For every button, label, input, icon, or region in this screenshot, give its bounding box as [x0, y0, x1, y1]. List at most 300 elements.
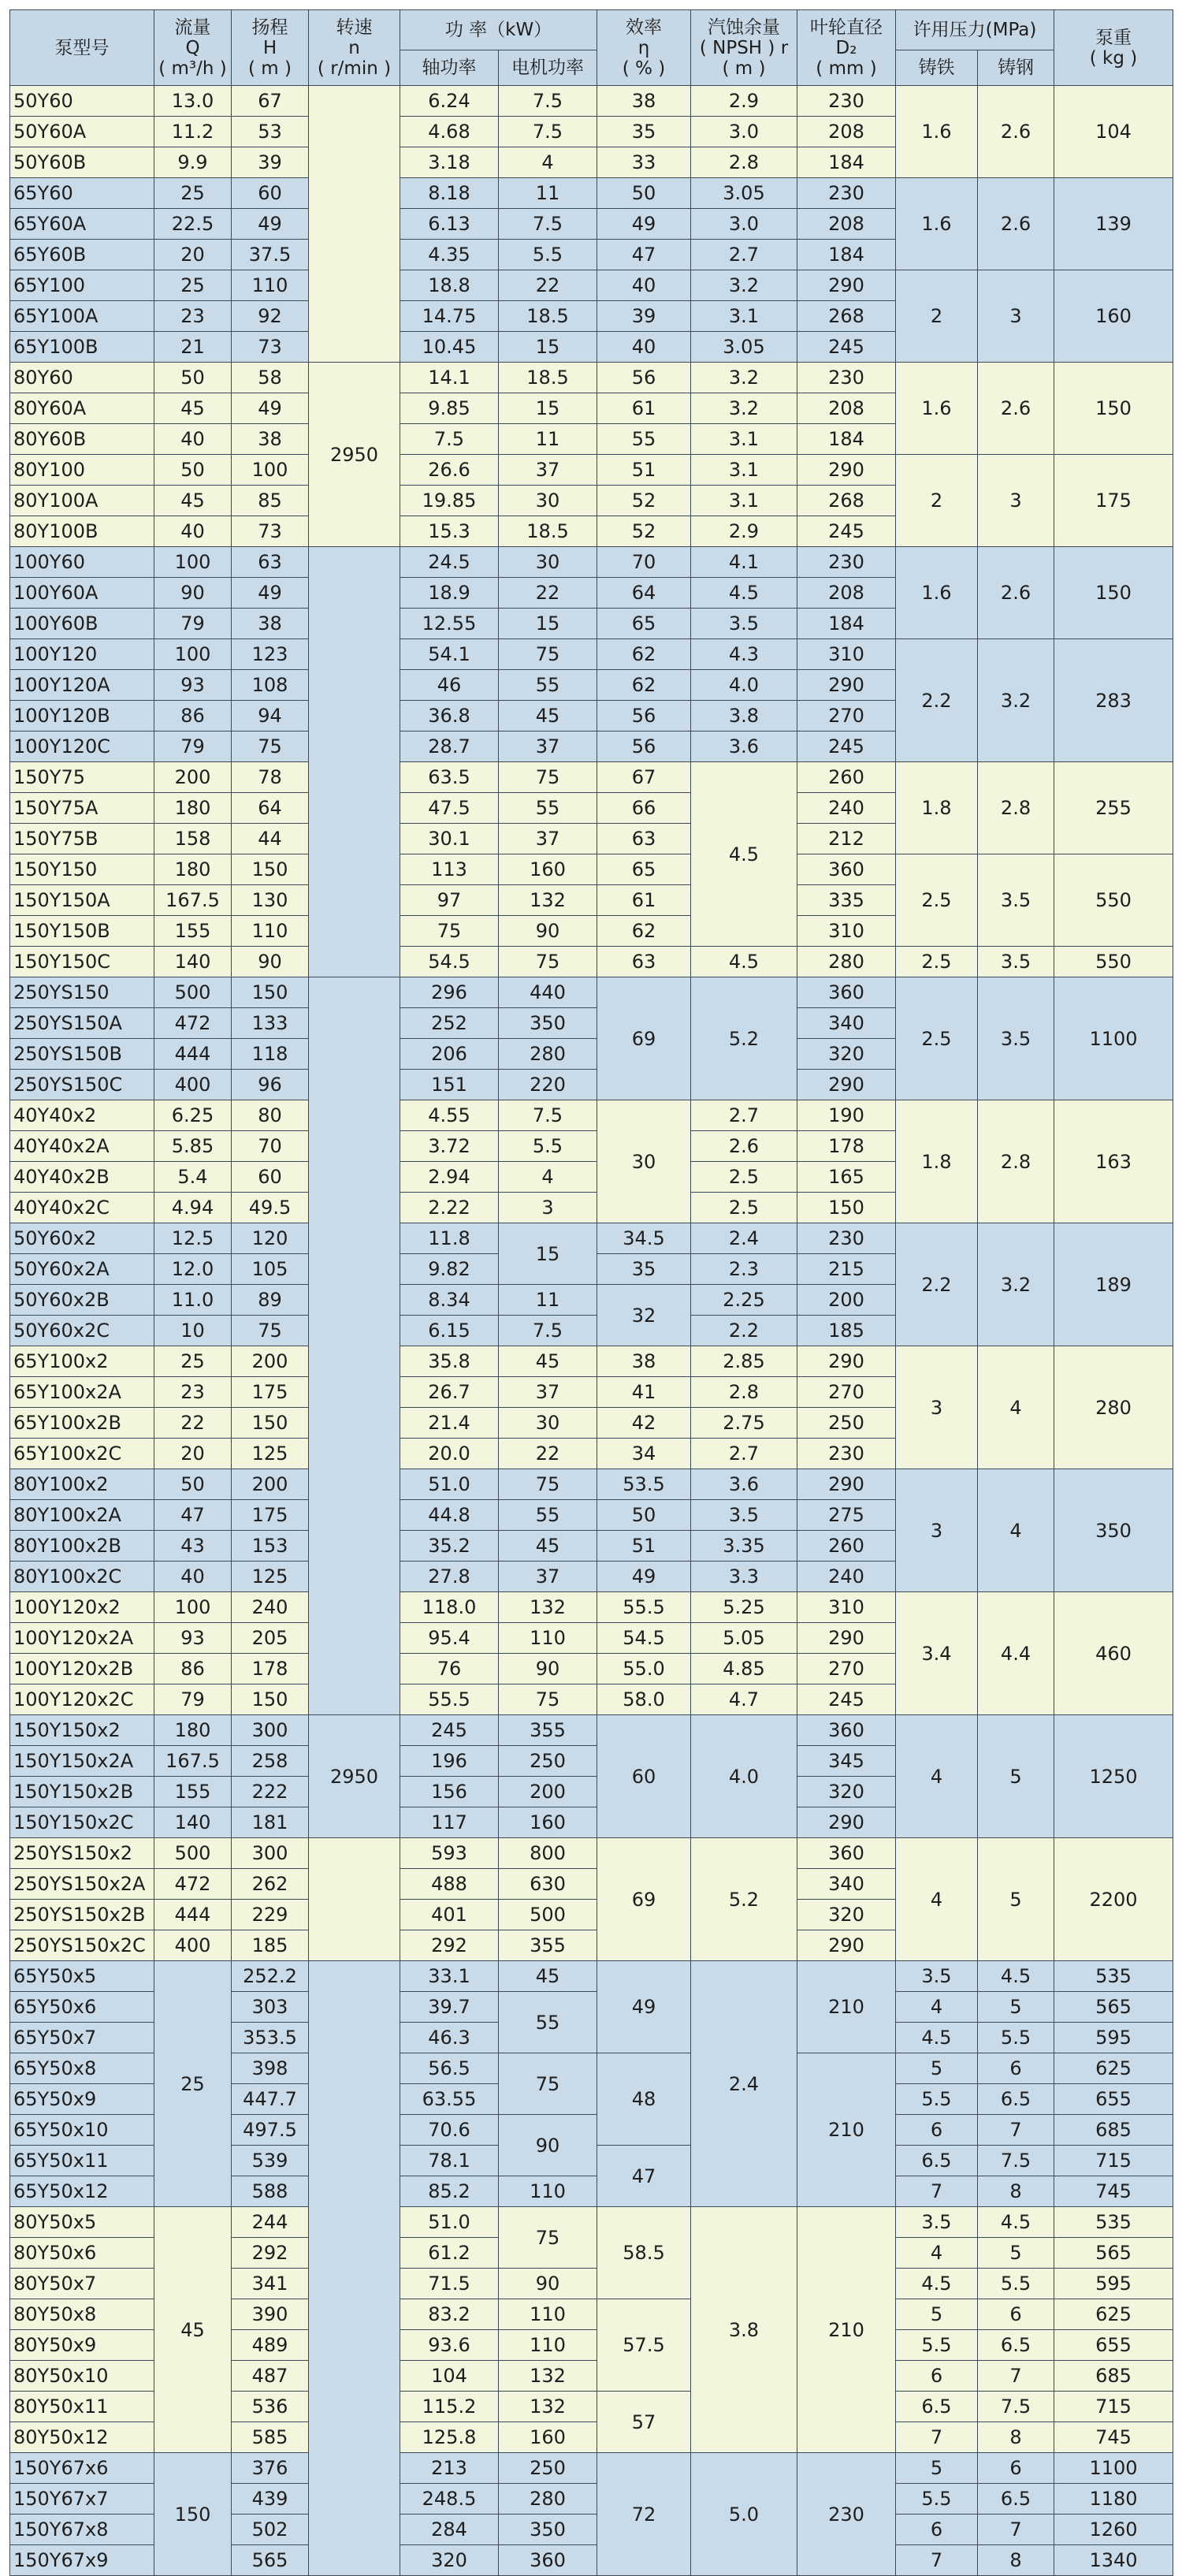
head-cell: 73	[232, 332, 309, 363]
flow-cell: 86	[154, 1654, 232, 1684]
motor-power-cell: 132	[499, 885, 597, 916]
npsh-cell: 3.2	[691, 363, 797, 393]
npsh-cell: 2.8	[691, 1377, 797, 1408]
model-cell: 50Y60x2	[10, 1223, 154, 1254]
motor-power-cell: 7.5	[499, 117, 597, 147]
head-cell: 181	[232, 1807, 309, 1838]
flow-cell: 40	[154, 424, 232, 455]
head-cell: 100	[232, 455, 309, 486]
efficiency-cell: 56	[597, 363, 691, 393]
flow-cell: 22	[154, 1408, 232, 1439]
motor-power-cell: 110	[499, 2176, 597, 2207]
impeller-cell: 230	[797, 1439, 896, 1469]
motor-power-cell: 11	[499, 1285, 597, 1316]
model-cell: 100Y120C	[10, 731, 154, 762]
impeller-cell: 184	[797, 424, 896, 455]
flow-cell: 158	[154, 824, 232, 854]
cast-steel-cell: 7.5	[978, 2392, 1054, 2422]
npsh-cell: 3.3	[691, 1562, 797, 1592]
efficiency-cell: 57.5	[597, 2299, 691, 2392]
shaft-power-cell: 284	[400, 2515, 499, 2545]
shaft-power-cell: 115.2	[400, 2392, 499, 2422]
model-cell: 150Y67x7	[10, 2484, 154, 2515]
impeller-cell: 260	[797, 762, 896, 793]
weight-cell: 550	[1054, 854, 1173, 947]
head-cell: 175	[232, 1377, 309, 1408]
cast-steel-cell: 6.5	[978, 2084, 1054, 2115]
flow-cell: 11.2	[154, 117, 232, 147]
head-cell: 585	[232, 2422, 309, 2453]
table-row	[10, 455, 1173, 486]
head-cell: 200	[232, 1346, 309, 1377]
cast-steel-cell: 6	[978, 2053, 1054, 2084]
motor-power-cell: 75	[499, 2207, 597, 2269]
head-cell: 185	[232, 1930, 309, 1961]
cast-steel-cell: 3.2	[978, 639, 1054, 762]
efficiency-cell: 51	[597, 1531, 691, 1562]
shaft-power-cell: 26.7	[400, 1377, 499, 1408]
impeller-cell: 290	[797, 270, 896, 301]
model-cell: 80Y50x9	[10, 2330, 154, 2361]
cast-iron-cell: 5	[896, 2053, 978, 2084]
head-cell: 150	[232, 1684, 309, 1715]
speed-cell: 2950	[309, 1715, 400, 1838]
cast-iron-cell: 3	[896, 1469, 978, 1592]
shaft-power-cell: 296	[400, 977, 499, 1008]
head-cell: 292	[232, 2238, 309, 2269]
model-cell: 100Y120x2C	[10, 1684, 154, 1715]
impeller-cell: 208	[797, 393, 896, 424]
model-cell: 80Y60A	[10, 393, 154, 424]
model-cell: 250YS150x2B	[10, 1900, 154, 1930]
cast-steel-cell: 6	[978, 2299, 1054, 2330]
impeller-cell: 268	[797, 486, 896, 516]
motor-power-cell: 22	[499, 1439, 597, 1469]
shaft-power-cell: 54.5	[400, 947, 499, 977]
flow-cell: 100	[154, 547, 232, 578]
head-cell: 67	[232, 86, 309, 117]
model-cell: 80Y60	[10, 363, 154, 393]
flow-cell: 50	[154, 455, 232, 486]
efficiency-cell: 40	[597, 270, 691, 301]
model-cell: 250YS150A	[10, 1008, 154, 1039]
flow-cell: 20	[154, 1439, 232, 1469]
motor-power-cell: 132	[499, 2361, 597, 2392]
shaft-power-cell: 6.24	[400, 86, 499, 117]
motor-power-cell: 250	[499, 2453, 597, 2484]
head-cell: 398	[232, 2053, 309, 2084]
model-cell: 100Y120x2A	[10, 1623, 154, 1654]
impeller-cell: 178	[797, 1131, 896, 1162]
motor-power-cell: 5.5	[499, 240, 597, 270]
shaft-power-cell: 18.9	[400, 578, 499, 609]
cast-steel-cell: 8	[978, 2422, 1054, 2453]
npsh-cell: 2.6	[691, 1131, 797, 1162]
npsh-cell: 2.85	[691, 1346, 797, 1377]
head-cell: 63	[232, 547, 309, 578]
efficiency-cell: 42	[597, 1408, 691, 1439]
efficiency-cell: 32	[597, 1285, 691, 1346]
shaft-power-cell: 30.1	[400, 824, 499, 854]
col-shaft-power-header: 轴功率	[400, 50, 499, 86]
cast-steel-cell: 5.5	[978, 2269, 1054, 2299]
impeller-cell: 310	[797, 916, 896, 947]
motor-power-cell: 7.5	[499, 1100, 597, 1131]
npsh-cell: 2.5	[691, 1193, 797, 1223]
cast-steel-cell: 3.5	[978, 947, 1054, 977]
efficiency-cell: 49	[597, 209, 691, 240]
impeller-cell: 290	[797, 1807, 896, 1838]
model-cell: 65Y50x6	[10, 1992, 154, 2023]
npsh-cell: 5.0	[691, 2453, 797, 2576]
weight-cell: 280	[1054, 1346, 1173, 1469]
weight-cell: 150	[1054, 363, 1173, 455]
model-cell: 150Y67x9	[10, 2545, 154, 2576]
efficiency-cell: 53.5	[597, 1469, 691, 1500]
flow-cell: 10	[154, 1316, 232, 1346]
impeller-cell: 208	[797, 209, 896, 240]
flow-cell: 6.25	[154, 1100, 232, 1131]
efficiency-cell: 33	[597, 147, 691, 178]
model-cell: 80Y100B	[10, 516, 154, 547]
cast-steel-cell: 5	[978, 1992, 1054, 2023]
efficiency-cell: 34	[597, 1439, 691, 1469]
impeller-cell: 240	[797, 793, 896, 824]
shaft-power-cell: 401	[400, 1900, 499, 1930]
head-cell: 39	[232, 147, 309, 178]
shaft-power-cell: 151	[400, 1070, 499, 1100]
shaft-power-cell: 61.2	[400, 2238, 499, 2269]
motor-power-cell: 55	[499, 1992, 597, 2053]
npsh-cell: 4.5	[691, 947, 797, 977]
table-row	[10, 762, 1173, 793]
shaft-power-cell: 8.34	[400, 1285, 499, 1316]
flow-cell: 400	[154, 1070, 232, 1100]
cast-steel-cell: 4	[978, 1469, 1054, 1592]
weight-cell: 150	[1054, 547, 1173, 639]
table-row	[10, 547, 1173, 578]
head-cell: 125	[232, 1439, 309, 1469]
weight-cell: 255	[1054, 762, 1173, 854]
model-cell: 50Y60A	[10, 117, 154, 147]
impeller-cell: 345	[797, 1746, 896, 1777]
shaft-power-cell: 54.1	[400, 639, 499, 670]
motor-power-cell: 30	[499, 1408, 597, 1439]
efficiency-cell: 56	[597, 701, 691, 731]
speed-cell-blank	[309, 1838, 400, 1961]
flow-cell: 50	[154, 1469, 232, 1500]
weight-cell: 1180	[1054, 2484, 1173, 2515]
shaft-power-cell: 24.5	[400, 547, 499, 578]
cast-steel-cell: 2.8	[978, 1100, 1054, 1223]
shaft-power-cell: 292	[400, 1930, 499, 1961]
cast-iron-cell: 2.5	[896, 977, 978, 1100]
shaft-power-cell: 12.55	[400, 609, 499, 639]
model-cell: 80Y60B	[10, 424, 154, 455]
head-cell: 90	[232, 947, 309, 977]
impeller-cell: 320	[797, 1900, 896, 1930]
model-cell: 150Y150	[10, 854, 154, 885]
head-cell: 303	[232, 1992, 309, 2023]
weight-cell: 139	[1054, 178, 1173, 270]
flow-cell: 90	[154, 578, 232, 609]
flow-cell: 25	[154, 178, 232, 209]
flow-cell: 25	[154, 1961, 232, 2207]
efficiency-cell: 69	[597, 977, 691, 1100]
flow-cell: 93	[154, 1623, 232, 1654]
efficiency-cell: 54.5	[597, 1623, 691, 1654]
motor-power-cell: 250	[499, 1746, 597, 1777]
impeller-cell: 165	[797, 1162, 896, 1193]
table-row	[10, 1592, 1173, 1623]
table-row	[10, 363, 1173, 393]
impeller-cell: 200	[797, 1285, 896, 1316]
impeller-cell: 150	[797, 1193, 896, 1223]
table-row	[10, 977, 1173, 1008]
weight-cell: 595	[1054, 2023, 1173, 2053]
motor-power-cell: 18.5	[499, 363, 597, 393]
head-cell: 75	[232, 731, 309, 762]
weight-cell: 625	[1054, 2299, 1173, 2330]
shaft-power-cell: 196	[400, 1746, 499, 1777]
impeller-cell: 270	[797, 701, 896, 731]
impeller-cell: 280	[797, 947, 896, 977]
motor-power-cell: 350	[499, 2515, 597, 2545]
shaft-power-cell: 9.82	[400, 1254, 499, 1285]
head-cell: 60	[232, 1162, 309, 1193]
shaft-power-cell: 8.18	[400, 178, 499, 209]
head-cell: 37.5	[232, 240, 309, 270]
model-cell: 50Y60	[10, 86, 154, 117]
head-cell: 53	[232, 117, 309, 147]
cast-steel-cell: 3.5	[978, 854, 1054, 947]
weight-cell: 535	[1054, 2207, 1173, 2238]
impeller-cell: 275	[797, 1500, 896, 1531]
flow-cell: 180	[154, 793, 232, 824]
model-cell: 150Y150A	[10, 885, 154, 916]
motor-power-cell: 355	[499, 1715, 597, 1746]
impeller-cell: 212	[797, 824, 896, 854]
efficiency-cell: 67	[597, 762, 691, 793]
npsh-cell: 2.25	[691, 1285, 797, 1316]
col-cast-iron-header: 铸铁	[896, 50, 978, 86]
cast-iron-cell: 3	[896, 1346, 978, 1469]
model-cell: 250YS150x2	[10, 1838, 154, 1869]
npsh-cell: 2.2	[691, 1316, 797, 1346]
efficiency-cell: 41	[597, 1377, 691, 1408]
head-cell: 178	[232, 1654, 309, 1684]
flow-cell: 47	[154, 1500, 232, 1531]
shaft-power-cell: 55.5	[400, 1684, 499, 1715]
cast-iron-cell: 5	[896, 2299, 978, 2330]
spec-table-body	[10, 86, 1173, 2576]
efficiency-cell: 47	[597, 240, 691, 270]
table-row	[10, 2207, 1173, 2238]
head-cell: 353.5	[232, 2023, 309, 2053]
head-cell: 376	[232, 2453, 309, 2484]
impeller-cell: 230	[797, 1223, 896, 1254]
model-cell: 150Y150B	[10, 916, 154, 947]
npsh-cell: 5.25	[691, 1592, 797, 1623]
head-cell: 252.2	[232, 1961, 309, 1992]
efficiency-cell: 64	[597, 578, 691, 609]
flow-cell: 12.5	[154, 1223, 232, 1254]
model-cell: 50Y60x2B	[10, 1285, 154, 1316]
flow-cell: 25	[154, 1346, 232, 1377]
pump-spec-table	[9, 9, 1173, 2576]
impeller-cell: 335	[797, 885, 896, 916]
npsh-cell: 3.1	[691, 301, 797, 332]
shaft-power-cell: 113	[400, 854, 499, 885]
motor-power-cell: 90	[499, 2115, 597, 2176]
model-cell: 65Y100x2A	[10, 1377, 154, 1408]
npsh-cell: 2.4	[691, 1961, 797, 2207]
shaft-power-cell: 51.0	[400, 1469, 499, 1500]
shaft-power-cell: 51.0	[400, 2207, 499, 2238]
head-cell: 300	[232, 1715, 309, 1746]
shaft-power-cell: 95.4	[400, 1623, 499, 1654]
shaft-power-cell: 248.5	[400, 2484, 499, 2515]
flow-cell: 167.5	[154, 1746, 232, 1777]
shaft-power-cell: 78.1	[400, 2146, 499, 2176]
npsh-cell: 2.7	[691, 1439, 797, 1469]
shaft-power-cell: 3.72	[400, 1131, 499, 1162]
motor-power-cell: 500	[499, 1900, 597, 1930]
cast-iron-cell: 1.8	[896, 1100, 978, 1223]
shaft-power-cell: 104	[400, 2361, 499, 2392]
shaft-power-cell: 252	[400, 1008, 499, 1039]
model-cell: 150Y75A	[10, 793, 154, 824]
shaft-power-cell: 36.8	[400, 701, 499, 731]
cast-iron-cell: 1.6	[896, 178, 978, 270]
motor-power-cell: 18.5	[499, 516, 597, 547]
cast-steel-cell: 3	[978, 455, 1054, 547]
shaft-power-cell: 156	[400, 1777, 499, 1807]
motor-power-cell: 22	[499, 270, 597, 301]
motor-power-cell: 110	[499, 1623, 597, 1654]
efficiency-cell: 38	[597, 1346, 691, 1377]
npsh-cell: 2.9	[691, 86, 797, 117]
motor-power-cell: 110	[499, 2330, 597, 2361]
cast-steel-cell: 5	[978, 1715, 1054, 1838]
model-cell: 65Y60	[10, 178, 154, 209]
model-cell: 150Y67x6	[10, 2453, 154, 2484]
shaft-power-cell: 44.8	[400, 1500, 499, 1531]
head-cell: 536	[232, 2392, 309, 2422]
shaft-power-cell: 33.1	[400, 1961, 499, 1992]
motor-power-cell: 90	[499, 1654, 597, 1684]
npsh-cell: 5.2	[691, 977, 797, 1100]
motor-power-cell: 5.5	[499, 1131, 597, 1162]
impeller-cell: 270	[797, 1377, 896, 1408]
shaft-power-cell: 46	[400, 670, 499, 701]
motor-power-cell: 3	[499, 1193, 597, 1223]
flow-cell: 13.0	[154, 86, 232, 117]
npsh-cell: 3.6	[691, 1469, 797, 1500]
head-cell: 49	[232, 578, 309, 609]
flow-cell: 155	[154, 916, 232, 947]
shaft-power-cell: 20.0	[400, 1439, 499, 1469]
shaft-power-cell: 97	[400, 885, 499, 916]
efficiency-cell: 52	[597, 486, 691, 516]
shaft-power-cell: 7.5	[400, 424, 499, 455]
npsh-cell: 3.8	[691, 701, 797, 731]
shaft-power-cell: 93.6	[400, 2330, 499, 2361]
motor-power-cell: 440	[499, 977, 597, 1008]
motor-power-cell: 15	[499, 393, 597, 424]
shaft-power-cell: 6.13	[400, 209, 499, 240]
npsh-cell: 3.05	[691, 178, 797, 209]
model-cell: 40Y40x2B	[10, 1162, 154, 1193]
speed-cell-blank	[309, 1961, 400, 2576]
impeller-cell: 245	[797, 731, 896, 762]
motor-power-cell: 220	[499, 1070, 597, 1100]
flow-cell: 45	[154, 393, 232, 424]
head-cell: 49	[232, 393, 309, 424]
cast-iron-cell: 2.5	[896, 947, 978, 977]
motor-power-cell: 132	[499, 1592, 597, 1623]
shaft-power-cell: 4.68	[400, 117, 499, 147]
head-cell: 341	[232, 2269, 309, 2299]
npsh-cell: 4.7	[691, 1684, 797, 1715]
model-cell: 250YS150C	[10, 1070, 154, 1100]
model-cell: 80Y100x2A	[10, 1500, 154, 1531]
model-cell: 150Y75	[10, 762, 154, 793]
head-cell: 175	[232, 1500, 309, 1531]
efficiency-cell: 63	[597, 824, 691, 854]
flow-cell: 4.94	[154, 1193, 232, 1223]
efficiency-cell: 52	[597, 516, 691, 547]
cast-iron-cell: 5	[896, 2453, 978, 2484]
head-cell: 497.5	[232, 2115, 309, 2146]
col-speed-header: 转速 n ( r/min )	[309, 10, 400, 86]
efficiency-cell: 35	[597, 1254, 691, 1285]
head-cell: 244	[232, 2207, 309, 2238]
table-row	[10, 854, 1173, 885]
head-cell: 118	[232, 1039, 309, 1070]
model-cell: 40Y40x2	[10, 1100, 154, 1131]
cast-iron-cell: 1.6	[896, 363, 978, 455]
weight-cell: 565	[1054, 1992, 1173, 2023]
head-cell: 205	[232, 1623, 309, 1654]
cast-iron-cell: 3.4	[896, 1592, 978, 1715]
cast-steel-cell: 7	[978, 2115, 1054, 2146]
impeller-cell: 260	[797, 1531, 896, 1562]
weight-cell: 283	[1054, 639, 1173, 762]
flow-cell: 40	[154, 1562, 232, 1592]
model-cell: 80Y100x2B	[10, 1531, 154, 1562]
flow-cell: 180	[154, 854, 232, 885]
impeller-cell: 320	[797, 1039, 896, 1070]
model-cell: 80Y50x10	[10, 2361, 154, 2392]
model-cell: 100Y120x2	[10, 1592, 154, 1623]
npsh-cell: 4.5	[691, 578, 797, 609]
head-cell: 502	[232, 2515, 309, 2545]
efficiency-cell: 39	[597, 301, 691, 332]
shaft-power-cell: 56.5	[400, 2053, 499, 2084]
flow-cell: 400	[154, 1930, 232, 1961]
head-cell: 133	[232, 1008, 309, 1039]
shaft-power-cell: 2.22	[400, 1193, 499, 1223]
cast-steel-cell: 8	[978, 2545, 1054, 2576]
motor-power-cell: 7.5	[499, 86, 597, 117]
flow-cell: 155	[154, 1777, 232, 1807]
motor-power-cell: 55	[499, 670, 597, 701]
head-cell: 200	[232, 1469, 309, 1500]
motor-power-cell: 45	[499, 1531, 597, 1562]
cast-steel-cell: 6	[978, 2453, 1054, 2484]
efficiency-cell: 66	[597, 793, 691, 824]
